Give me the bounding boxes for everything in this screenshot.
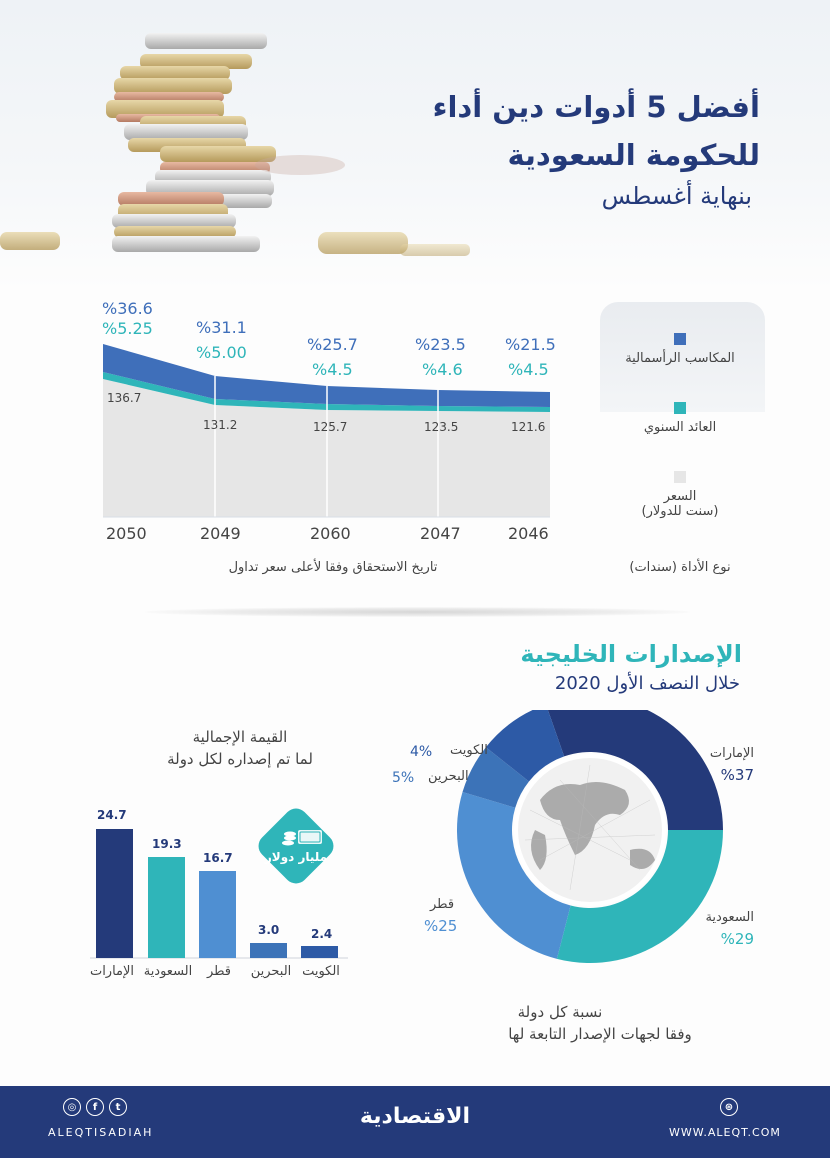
bar-label-bahrain: البحرين [250, 964, 292, 979]
bar-bahrain [250, 943, 287, 958]
legend-swatch-price [674, 471, 686, 483]
bar-uae [96, 829, 133, 958]
bar-label-qatar: قطر [206, 964, 232, 979]
instrument-type-label: نوع الأداة (سندات) [629, 560, 731, 575]
gain-label-2049: %31.1 [196, 318, 247, 337]
web-icon[interactable]: ⊛ [720, 1098, 738, 1116]
x-tick-2060: 2060 [310, 524, 351, 543]
bar-chart-title-line1: القيمة الإجمالية [192, 728, 288, 746]
donut-label-bahrain: البحرين [428, 769, 469, 784]
gain-label-2046: %21.5 [505, 335, 556, 354]
brand-logo[interactable]: الاقتصادية [359, 1104, 471, 1129]
x-tick-2050: 2050 [106, 524, 147, 543]
gain-label-2047: %23.5 [415, 335, 466, 354]
bar-label-kuwait: الكويت [302, 964, 340, 979]
page-title-line2: للحكومة السعودية [507, 138, 760, 172]
gain-label-2050: %36.6 [102, 299, 153, 318]
x-tick-2047: 2047 [420, 524, 461, 543]
donut-pct-bahrain: 5% [392, 770, 415, 786]
bar-value-bahrain: 3.0 [258, 923, 280, 937]
bar-label-uae: الإمارات [89, 964, 135, 979]
yield-label-2049: %5.00 [196, 343, 247, 362]
donut-pct-kuwait: 4% [410, 744, 433, 760]
legend-label-price: السعر [663, 489, 697, 504]
legend-label-gain: المكاسب الرأسمالية [625, 351, 735, 366]
website-link[interactable]: WWW.ALEQT.COM [669, 1126, 781, 1139]
legend-label-price-unit: (سنت للدولار) [641, 504, 719, 519]
social-icons [63, 1098, 127, 1116]
twitter-icon[interactable]: t [109, 1098, 127, 1116]
donut-pct-uae: %37 [720, 766, 754, 784]
donut-pct-qatar: %25 [424, 917, 458, 935]
social-handle[interactable]: ALEQTISADIAH [48, 1126, 154, 1139]
price-label-2047: 123.5 [424, 420, 459, 434]
yield-label-2046: %4.5 [508, 360, 549, 379]
unit-badge-label: مليار دولار [264, 850, 328, 864]
x-tick-2046: 2046 [508, 524, 549, 543]
legend-capital-gain [605, 333, 755, 366]
legend-swatch-yield [674, 402, 686, 414]
price-label-2046: 121.6 [511, 420, 546, 434]
money-icon [280, 826, 324, 850]
bar-qatar [199, 871, 236, 958]
facebook-icon[interactable]: f [86, 1098, 104, 1116]
donut-label-qatar: قطر [430, 897, 455, 912]
x-tick-2049: 2049 [200, 524, 241, 543]
bar-kuwait [301, 946, 338, 958]
gulf-section-title: الإصدارات الخليجية [520, 640, 742, 668]
price-label-2050: 136.7 [107, 391, 142, 405]
bar-value-ksa: 19.3 [152, 837, 182, 851]
yield-label-2050: %5.25 [102, 319, 153, 338]
bar-value-uae: 24.7 [97, 808, 127, 822]
bar-value-qatar: 16.7 [203, 851, 233, 865]
legend-price [605, 471, 755, 519]
legend-annual-yield [605, 402, 755, 435]
price-label-2049: 131.2 [203, 418, 238, 432]
donut-label-uae: الإمارات [709, 746, 754, 761]
gain-label-2060: %25.7 [307, 335, 358, 354]
donut-caption-line1: نسبة كل دولة [517, 1003, 603, 1021]
instagram-icon[interactable]: ◎ [63, 1098, 81, 1116]
donut-label-kuwait: الكويت [450, 743, 488, 758]
donut-caption-line2: وفقا لجهات الإصدار التابعة لها [508, 1025, 692, 1043]
x-axis-label: تاريخ الاستحقاق وفقا لأعلى سعر تداول [228, 560, 438, 575]
yield-label-2047: %4.6 [422, 360, 463, 379]
page-subtitle: بنهاية أغسطس [601, 182, 752, 210]
bar-value-kuwait: 2.4 [311, 927, 333, 941]
legend-label-yield: العائد السنوي [643, 420, 717, 435]
bar-ksa [148, 857, 185, 958]
legend-swatch-gain [674, 333, 686, 345]
yield-label-2060: %4.5 [312, 360, 353, 379]
bar-label-ksa: السعودية [143, 964, 193, 979]
bar-chart [80, 800, 380, 970]
bar-chart-title-line2: لما تم إصداره لكل دولة [167, 750, 313, 768]
donut-label-ksa: السعودية [705, 910, 754, 925]
section-divider [145, 607, 690, 617]
donut-pct-ksa: %29 [720, 930, 754, 948]
price-label-2060: 125.7 [313, 420, 348, 434]
gulf-section-subtitle: خلال النصف الأول 2020 [554, 673, 740, 694]
page-title-line1: أفضل 5 أدوات دين أداء [432, 90, 760, 124]
